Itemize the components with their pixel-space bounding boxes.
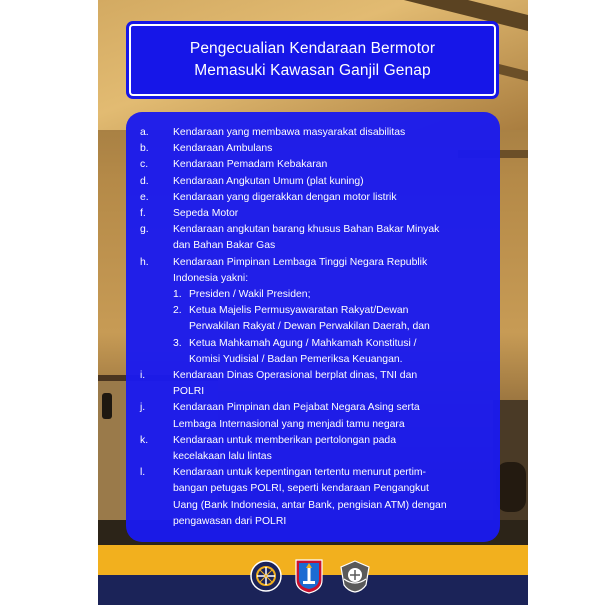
police-emblem-icon <box>338 558 372 594</box>
item-letter: l. <box>140 467 146 479</box>
item-letter: b. <box>140 143 149 155</box>
item-letter: d. <box>140 175 149 187</box>
item-letter: c. <box>140 159 149 171</box>
item-text: Lembaga Internasional yang menjadi tamu negara <box>173 418 405 430</box>
item-text: POLRI <box>173 386 205 398</box>
list-item <box>126 465 500 530</box>
item-text: dan Bahan Bakar Gas <box>173 240 276 252</box>
list-item <box>126 125 500 141</box>
sub-item-text: Komisi Yudisial / Badan Pemeriksa Keuangan. <box>189 353 403 365</box>
item-letter: f. <box>140 208 146 220</box>
item-letter: k. <box>140 434 149 446</box>
background-wheel <box>496 462 526 512</box>
list-item <box>126 174 500 190</box>
item-text: Kendaraan Pemadam Kebakaran <box>173 159 328 171</box>
jakarta-coat-of-arms-icon <box>292 558 326 594</box>
item-text: Kendaraan Pimpinan dan Pejabat Negara Asing serta <box>173 402 420 414</box>
background-bus-mirror <box>102 393 112 419</box>
exceptions-list <box>126 125 500 530</box>
item-letter: i. <box>140 370 146 382</box>
item-text: Uang (Bank Indonesia, antar Bank, pengisian ATM) dengan <box>173 499 447 511</box>
title-line-1: Pengecualian Kendaraan Bermotor <box>189 40 436 57</box>
sub-item-text: Presiden / Wakil Presiden; <box>189 289 311 301</box>
sub-item-text: Ketua Majelis Permusyawaratan Rakyat/Dewan <box>189 305 409 317</box>
title-banner <box>129 24 496 96</box>
list-item <box>126 190 500 206</box>
list-item <box>126 433 500 465</box>
list-item <box>126 206 500 222</box>
transport-ministry-emblem-icon <box>249 558 283 594</box>
item-text: Indonesia yakni: <box>173 272 249 284</box>
item-text: Kendaraan Angkutan Umum (plat kuning) <box>173 175 364 187</box>
list-item <box>126 157 500 173</box>
sub-item-number: 3. <box>173 337 182 349</box>
item-letter: g. <box>140 224 149 236</box>
item-text: Kendaraan Dinas Operasional berplat dinas, TNI dan <box>173 370 418 382</box>
item-text: Kendaraan untuk memberikan pertolongan pada <box>173 434 396 446</box>
item-text: pengawasan dari POLRI <box>173 515 287 527</box>
item-text: kecelakaan lalu lintas <box>173 451 272 463</box>
sub-item-number: 2. <box>173 305 182 317</box>
item-text: Sepeda Motor <box>173 208 239 220</box>
list-item <box>126 255 500 287</box>
item-text: Kendaraan Ambulans <box>173 143 273 155</box>
title-line-2: Memasuki Kawasan Ganjil Genap <box>194 62 431 79</box>
item-text: Kendaraan angkutan barang khusus Bahan Bakar Minyak <box>173 224 440 236</box>
sub-item-text: Perwakilan Rakyat / Dewan Perwakilan Daerah, dan <box>189 321 430 333</box>
item-letter: e. <box>140 191 149 203</box>
item-text: Kendaraan untuk kepentingan tertentu menurut pertim- <box>173 467 426 479</box>
item-text: Kendaraan yang membawa masyarakat disabilitas <box>173 127 406 138</box>
item-letter: a. <box>140 127 149 138</box>
item-text: Kendaraan yang digerakkan dengan motor listrik <box>173 191 397 203</box>
item-text: bangan petugas POLRI, seperti kendaraan Pengangkut <box>173 483 429 495</box>
sub-list-item <box>126 303 500 335</box>
sub-list-item <box>126 336 500 368</box>
sub-item-number: 1. <box>173 289 182 301</box>
sub-list-item <box>126 287 500 303</box>
item-text: Kendaraan Pimpinan Lembaga Tinggi Negara Republik <box>173 256 428 268</box>
list-item <box>126 222 500 254</box>
list-item <box>126 368 500 400</box>
list-item <box>126 141 500 157</box>
item-letter: j. <box>140 402 146 414</box>
item-letter: h. <box>140 256 149 268</box>
list-item <box>126 400 500 432</box>
sub-item-text: Ketua Mahkamah Agung / Mahkamah Konstitusi / <box>189 337 417 349</box>
